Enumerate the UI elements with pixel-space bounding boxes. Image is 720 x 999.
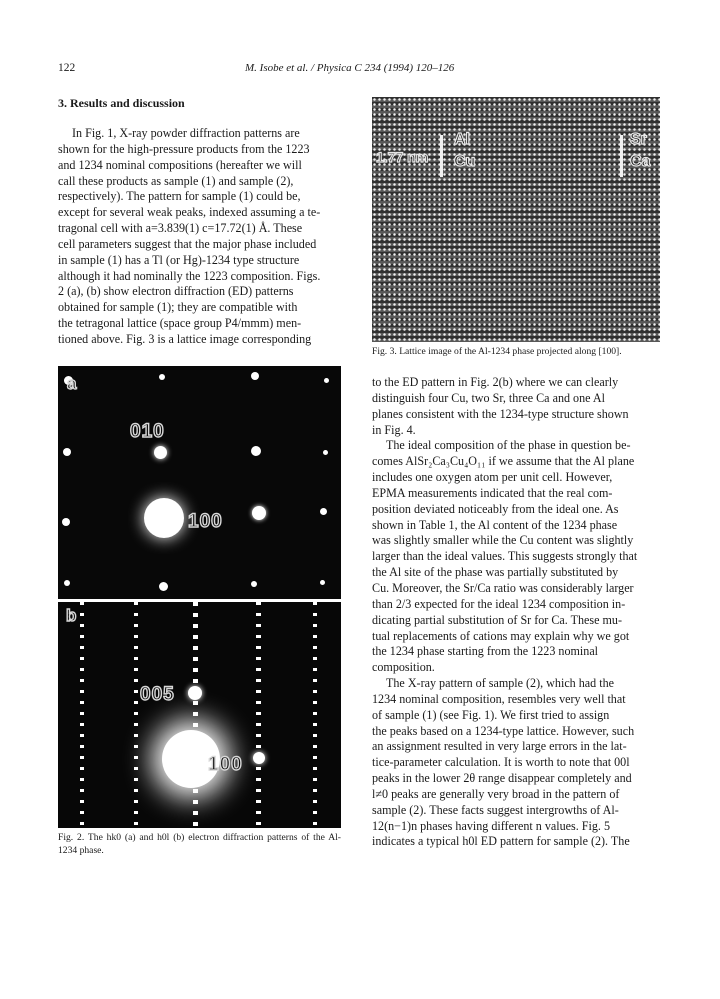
page-number: 122 <box>58 62 76 74</box>
text-line: 12(n−1)n phases having different n values. Fig. 5 <box>372 818 611 833</box>
text-line: dicating partial substitution of Sr for Ca. These mu- <box>372 612 623 627</box>
text-line: and 1234 nominal compositions (hereafter we will <box>58 157 302 172</box>
reflection-label: 010 <box>130 421 165 442</box>
text-line: The ideal composition of the phase in question be- <box>386 438 631 453</box>
text-line: peaks in the lower 2θ range disappear completely and <box>372 771 632 786</box>
text-line: was slightly smaller while the Cu content was slightly <box>372 533 634 548</box>
text-line: than 2/3 expected for the ideal 1234 composition in- <box>372 596 626 611</box>
text-line: except for several weak peaks, indexed assuming a te- <box>58 205 321 220</box>
text-line: the peaks based on a 1234-type lattice. However, such <box>372 723 635 738</box>
left-paragraph <box>58 126 358 348</box>
text-line: of sample (1) (see Fig. 1). We first tried to assign <box>372 707 610 722</box>
lattice-image <box>372 97 660 342</box>
paragraph-intro <box>58 126 358 348</box>
text-line: l≠0 peaks are generally very broad in the pattern of <box>372 786 620 801</box>
text-line: The X-ray pattern of sample (2), which had the <box>386 676 615 691</box>
atom-label-ca: Ca <box>630 153 651 170</box>
running-head: M. Isobe et al. / Physica C 234 (1994) 120–126 <box>245 62 455 74</box>
text-line: position deviated noticeably from the ideal one. As <box>372 501 619 516</box>
text-line: includes one oxygen atom per unit cell. However, <box>372 470 613 485</box>
text-line: although it had nominally the 1223 composition. Figs. <box>58 268 321 283</box>
reflection-label: 100 <box>208 754 243 775</box>
text-line: composition. <box>372 660 435 675</box>
atom-label-cu: Cu <box>454 153 476 170</box>
text-line: sample (2). These facts suggest intergrowths of Al- <box>372 802 619 817</box>
text-line: tragonal cell with a=3.839(1) c=17.72(1) Å. These <box>58 221 303 236</box>
text-line: comes AlSr₂Ca₃Cu₄O₁₁ if we assume that the Al plane <box>372 454 635 469</box>
text-line: EPMA measurements indicated that the real com- <box>372 485 613 500</box>
text-line: Cu. Moreover, the Sr/Ca ratio was considerably larger <box>372 580 634 595</box>
text-line: shown in Table 1, the Al content of the 1234 phase <box>372 517 618 532</box>
figure-2-caption: Fig. 2. The hk0 (a) and h0l (b) electron diffraction patterns of the Al-1234 phase. <box>58 832 341 856</box>
text-line: larger than the ideal values. This suggests strongly that <box>372 549 638 564</box>
text-line: shown for the high-pressure products from the 1223 <box>58 141 310 156</box>
section-title: 3. Results and discussion <box>58 96 185 110</box>
text-line: 1234 nominal composition, resembles very well that <box>372 691 626 706</box>
right-column <box>372 375 667 850</box>
atom-label-al: Al <box>454 131 470 148</box>
text-line: 2 (a), (b) show electron diffraction (ED) patterns <box>58 284 294 299</box>
text-line: in sample (1) has a Tl (or Hg)-1234 type structure <box>58 252 300 267</box>
figure-3-caption: Fig. 3. Lattice image of the Al-1234 phase projected along [100]. <box>372 346 622 357</box>
text-line: call these products as sample (1) and sample (2), <box>58 173 294 188</box>
atom-label-sr: Sr <box>630 131 647 148</box>
panel-letter: a <box>67 374 78 393</box>
text-line: to the ED pattern in Fig. 2(b) where we can clearly <box>372 375 619 389</box>
text-line: the tetragonal lattice (space group P4/mmm) men- <box>58 316 302 331</box>
text-line: respectively). The pattern for sample (1) could be, <box>58 189 301 204</box>
text-line: planes consistent with the 1234-type structure shown <box>372 406 629 421</box>
reflection-label: 100 <box>188 511 223 532</box>
reflection-label: 005 <box>140 684 175 705</box>
paragraph-sample-2 <box>372 676 667 850</box>
text-line: tice-parameter calculation. It is worth to note that 00l <box>372 755 630 770</box>
panel-letter: b <box>66 606 78 625</box>
text-line: cell parameters suggest that the major phase included <box>58 236 317 251</box>
text-line: an assignment resulted in very large errors in the lat- <box>372 739 627 754</box>
diffraction-pattern-b <box>58 602 341 828</box>
paragraph-composition <box>372 438 667 676</box>
text-line: tioned above. Fig. 3 is a lattice image corresponding <box>58 331 312 346</box>
text-line: tual replacements of cations may explain why we got <box>372 628 630 643</box>
text-line: in Fig. 4. <box>372 422 416 437</box>
scale-label: 1.77 nm <box>376 149 429 165</box>
text-line: obtained for sample (1); they are compatible with <box>58 300 298 315</box>
diffraction-pattern-a <box>58 366 341 599</box>
text-line: distinguish four Cu, two Sr, three Ca and one Al <box>372 390 605 405</box>
paragraph-continued <box>372 375 667 438</box>
text-line: the 1234 phase starting from the 1223 nominal <box>372 644 599 659</box>
text-line: indicates a typical h0l ED pattern for sample (2). The <box>372 834 630 849</box>
text-line: the Al site of the phase was partially substituted by <box>372 565 619 580</box>
text-line: In Fig. 1, X-ray powder diffraction patterns are <box>72 126 300 140</box>
